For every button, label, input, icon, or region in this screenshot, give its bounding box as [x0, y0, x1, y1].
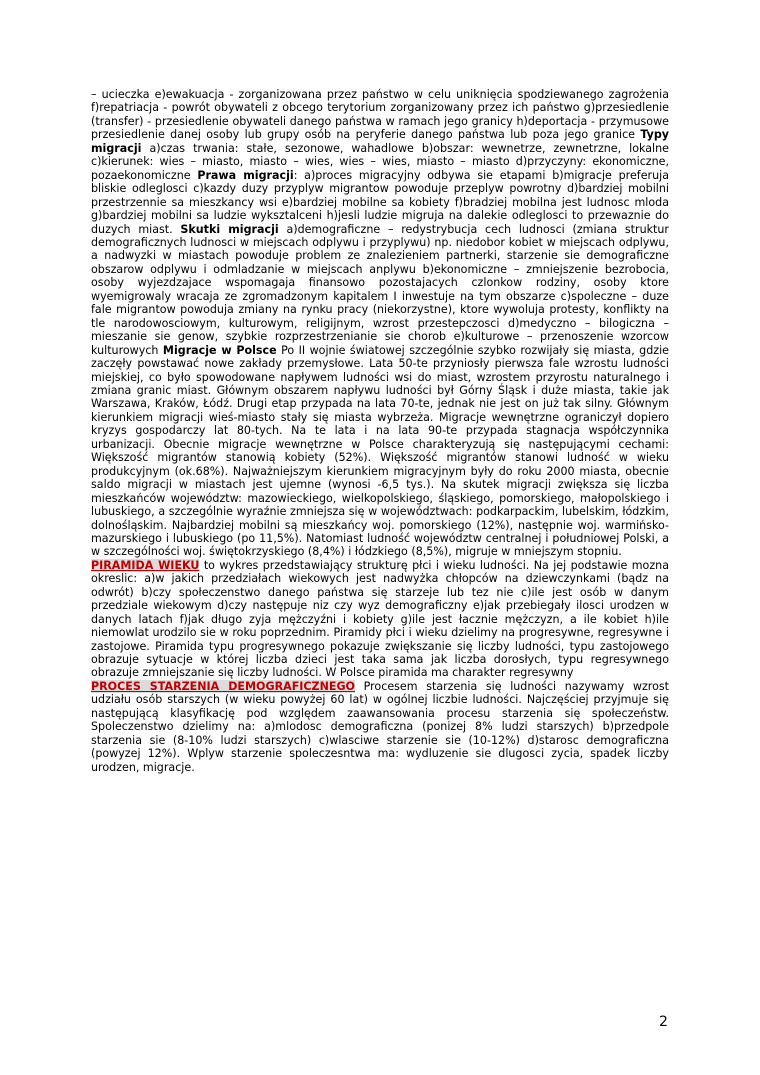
heading-typy-migracji: Typy migracji [91, 128, 669, 155]
text-prawa-migracji: : a)proces migracyjny odbywa sie etapami b)migracje preferuja bliskie odleglosci c)kazdy duzy przyplyw migrantow powoduje przeplyw powrotny d)bardziej mobilni przestrzennie sa mieszkancy wsi e)bardziej mobilne sa kobiety f)bradziej mobilna jest ludnosc mloda g)bardziej mobilni sa ludzie wyksztalceni h)jesli ludzie migruja na dalekie odleglosci to przewaznie do duzych miast. [91, 168, 669, 236]
heading-piramida-wieku: PIRAMIDA WIEKU [91, 558, 200, 572]
heading-proces-starzenia: PROCES STARZENIA DEMOGRAFICZNEGO [91, 679, 355, 693]
heading-migracje-w-polsce: Migracje w Polsce [162, 343, 277, 357]
text-typy-migracji: a)czas trwania: stałe, sezonowe, wahadlowe b)obszar: wewnetrze, zewnetrzne, lokalne c)kierunek: wies – miasto, miasto – wies, wies – wies, miasto – miasto d)przyczyny: ekonomiczne, pozaekonomiczne [91, 141, 669, 182]
text-skutki-migracji: a)demograficzne – redystrybucja cech ludnosci (zmiana struktur demograficznych ludnosci w miejscach odplywu i przyplywu) np. niedobor kobiet w miejscach odplywu, a nadwyzki w miastach powoduje problem ze znalezieniem partnerki, starzenie sie demograficzne obszarow odplywu i odmladzanie w miejscach anplywu b)ekonomiczne – zmniejszenie bezrobocia, osoby wyjezdzajace wspomagaja finansowo pozostajacych czlonkow rodziny, osoby ktore wyemigrowaly wracaja ze zgromadzonym kapitalem I inwestuje na tym obszarze c)spoleczne – duze fale migrantow powoduja zmiany na rynku pracy (niekorzystne), ktore wywoluja protesty, konflikty na tle narodowosciowym, kulturowym, religijnym, wzrost przestepczosci d)medyczno – bilogiczna – mieszanie sie genow, szybkie rozprzestrzenianie sie chorob e)kulturowe – przenoszenie wzorcow kulturowych [91, 222, 669, 357]
text-piramida-wieku: to wykres przedstawiający strukturę płci i wieku ludności. Na jej podstawie mozna okreslic: a)w jakich przedziałach wiekowych jest nadwyżka chłopców na dziewczynkami (bądz na odwrót) b)czy społeczenstwo danego państwa się starzeje lub tez nie c)ile jest osób w danym przedziale wiekowym d)czy następuje niz czy wyz demograficzny e)jak przebiegały ilosci urodzen w danych latach f)jak długo zyja mężczyźni i kobiety g)ile jest łacznie mężczyzn, a ile kobiet h)ile niemowlat urodzilo sie w roku poprzednim. Piramidy płci i wieku dzielimy na progresywne, regresywne i zastojowe. Piramida typu progresywnego pokazuje zwiększanie się liczby ludności, typu zastojowego obrazuje sytuacje w której liczba dzieci jest taka sama jak liczba dorosłych, typu regresywnego obrazuje zmniejszanie się liczby ludności. W Polsce piramida ma charakter regresywny [91, 558, 669, 680]
heading-skutki-migracji: Skutki migracji [180, 222, 279, 236]
text-migracje-w-polsce: Po II wojnie światowej szczególnie szybko rozwijały się miasta, gdzie zaczęły powstawać nowe zakłady przemysłowe. Lata 50-te przyniosły pierwsza fale wzrostu ludności miejskiej, co było spowodowane napływem ludności wsi do miast, wzrostem przyrostu naturalnego i zmiana granic miast. Głównym obszarem napływu ludności był Górny Śląsk i duże miasta, takie jak Warszawa, Kraków, Łódź. Drugi etap przypada na lata 70-te, jednak nie jest on już tak silny. Głównym kierunkiem migracji wieś-miasto stały się miasta wybrzeża. Migracje wewnętrzne ograniczył dopiero kryzys gospodarczy lat 80-tych. Na te lata i na lata 90-te przypada stagnacja współczynnika urbanizacji. Obecnie migracje wewnętrzne w Polsce charakteryzują się następującymi cechami: Większość migrantów stanowią kobiety (52%). Większość migrantów stanowi ludność w wieku produkcyjnym (ok.68%). Najważniejszym kierunkiem migracyjnym były do roku 2000 miasta, obecnie saldo migracji w miastach jest ujemne (wynosi -6,5 tys.). Na skutek migracji zwiększa się liczba mieszkańców województw: mazowieckiego, wielkopolskiego, śląskiego, pomorskiego, małopolskiego i lubuskiego, a szczególnie wyraźnie zmniejsza się w województwach: podkarpackim, lubelskim, łódzkim, dolnośląskim. Najbardziej mobilni są mieszkańcy woj. pomorskiego (12%), następnie woj. warmińsko-mazurskiego i lubuskiego (po 11,5%). Natomiast ludność województw centralnej i południowej Polski, a w szczególności woj. świętokrzyskiego (8,4%) i łódzkiego (8,5%), migruje w mniejszym stopniu. [91, 343, 669, 559]
body-paragraph-piramida [91, 559, 669, 680]
heading-prawa-migracji: Prawa migracji [197, 168, 294, 182]
body-paragraph-migracje [91, 88, 669, 559]
text-proces-starzenia: Procesem starzenia się ludności nazywamy wzrost udziału osób starszych (w wieku powyżej 60 lat) w ogólnej liczbie ludności. Najczęściej przyjmuje się następującą klasyfikację pod względem zaawansowania procesu starzenia się społeczeństw. Spoleczenstwo dzielimy na: a)mlodosc demograficzna (ponizej 8% ludzi starszych) b)przedpole starzenia sie (8-10% ludzi starszych) c)wlasciwe starzenie sie (10-12%) d)starosc demograficzna (powyzej 12%). Wplyw starzenie spoleczesntwa ma: wydluzenie sie dlugosci zycia, spadek liczby urodzen, migracje. [91, 679, 669, 774]
page-number: 2 [659, 1014, 668, 1030]
body-paragraph-starzenie [91, 680, 669, 774]
text-migration-types-list: – ucieczka e)ewakuacja - zorganizowana przez państwo w celu uniknięcia spodziewanego zagrożenia f)repatriacja - powrót obywateli z obcego terytorium zorganizowany przez ich państwo g)przesiedlenie (transfer) - przesiedlenie obywateli danego państwa w ramach jego granicy h)deportacja - przymusowe przesiedlenie danej osoby lub grupy osób na peryferie danego państwa lub poza jego granice [91, 88, 669, 142]
page-content [91, 88, 669, 774]
